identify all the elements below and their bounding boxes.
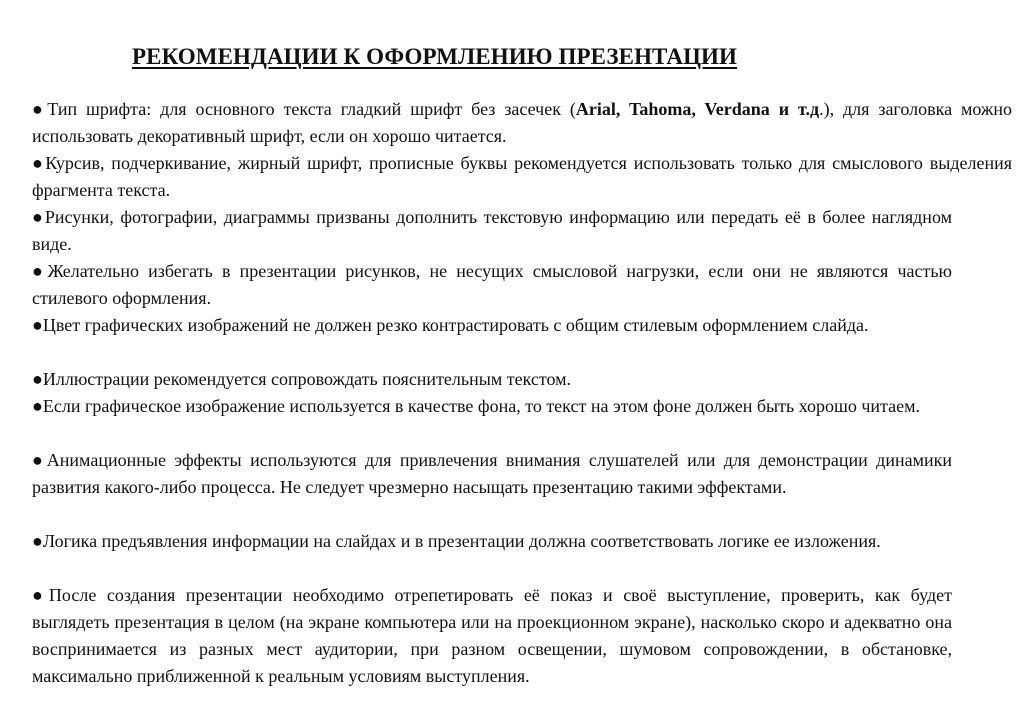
recommendation-images: ●Рисунки, фотографии, диаграммы призваны дополнить текстовую информацию или передать её в более наглядном виде. (32, 207, 952, 254)
recommendation-emphasis: ●Курсив, подчеркивание, жирный шрифт, прописные буквы рекомендуется использовать только для смыслового выделения фрагмента текста. (32, 153, 1012, 200)
recommendation-font-type (32, 96, 1012, 150)
recommendation-illustration-text: ●Иллюстрации рекомендуется сопровождать пояснительным текстом. (32, 369, 572, 389)
recommendation-font-type-start: ●Тип шрифта: для основного текста гладкий шрифт без засечек ( (32, 99, 576, 119)
font-examples-bold: Arial, Tahoma, Verdana и т.д (575, 99, 820, 119)
recommendation-background-image: ●Если графическое изображение используется в качестве фона, то текст на этом фоне должен быть хорошо читаем. (32, 396, 921, 416)
recommendation-animation: ●Анимационные эффекты используются для привлечения внимания слушателей или для демонстрации динамики развития какого-либо процесса. Не следует чрезмерно насыщать презентацию такими эффектами. (32, 450, 952, 497)
recommendation-logic: ●Логика предъявления информации на слайдах и в презентации должна соответствовать логике ее изложения. (32, 531, 881, 551)
recommendation-rehearsal: ●После создания презентации необходимо отрепетировать её показ и своё выступление, проверить, как будет выглядеть презентация в целом (на экране компьютера или на проекционном экране), насколько скоро и адекватно она воспринимается из разных мест аудитории, при разном освещении, шумовом сопровождении, в обстановке, максимально приближенной к реальным условиям выступления. (32, 585, 952, 686)
page-title: РЕКОМЕНДАЦИИ К ОФОРМЛЕНИЮ ПРЕЗЕНТАЦИИ (132, 44, 738, 69)
recommendation-font-type-end: .), для заголовка можно использовать декоративный шрифт, если он хорошо читается. (32, 99, 1012, 146)
recommendation-avoid-images: ●Желательно избегать в презентации рисунков, не несущих смысловой нагрузки, если они не являются частью стилевого оформления. (32, 261, 952, 308)
recommendation-image-color: ●Цвет графических изображений не должен резко контрастировать с общим стилевым оформлением слайда. (32, 315, 869, 335)
